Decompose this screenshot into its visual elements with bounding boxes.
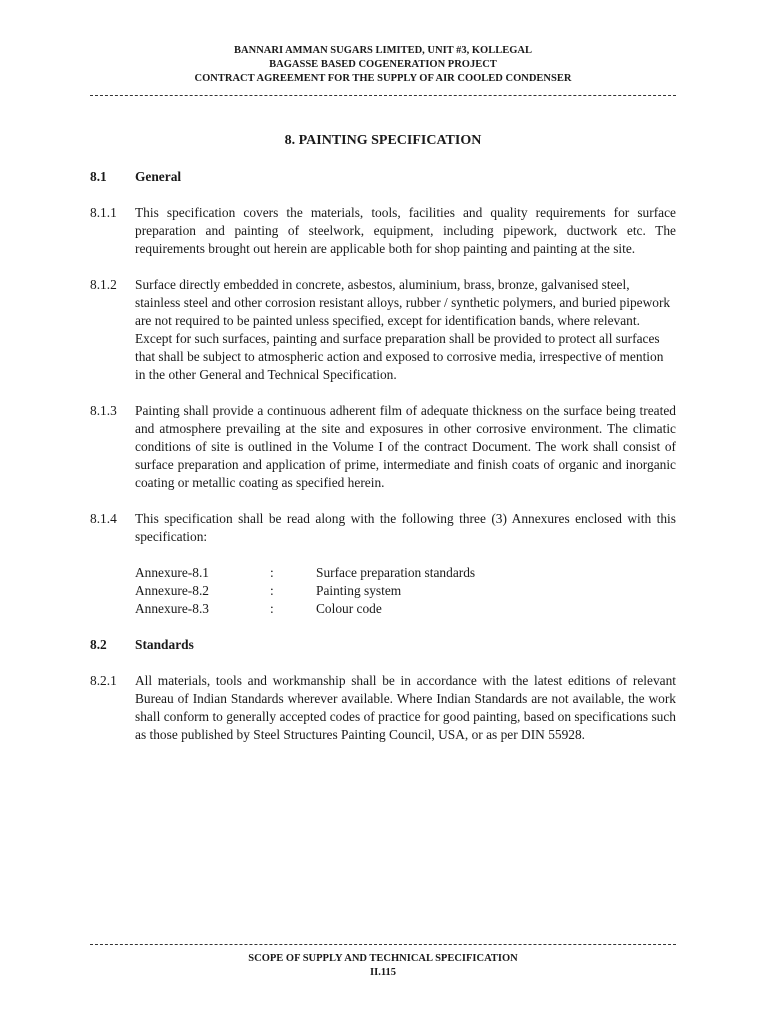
paragraph-number: 8.1.1 — [90, 205, 117, 220]
page-number: II.115 — [370, 967, 396, 978]
annexure-name: Annexure-8.3 — [135, 601, 209, 616]
section-heading-general — [90, 168, 676, 186]
annexure-description: Painting system — [316, 583, 402, 598]
paragraph-number: 8.1.4 — [90, 511, 117, 526]
annexure-description: Surface preparation standards — [316, 565, 476, 580]
annexure-name: Annexure-8.2 — [135, 583, 209, 598]
section-heading-standards — [90, 636, 676, 654]
paragraph-text: All materials, tools and workmanship shall be in accordance with the latest editions of relevant Bureau of Indian Standards wherever available. Where Indian Standards are not available, the work shall conform to generally accepted codes of practice for good painting, based on specifications such as those published by Steel Structures Painting Council, USA, or as per DIN 55928. — [135, 673, 676, 742]
footer-title: SCOPE OF SUPPLY AND TECHNICAL SPECIFICATION — [248, 953, 518, 964]
section-title: General — [135, 169, 182, 184]
annexure-separator: : — [270, 565, 274, 580]
section-number: 8.1 — [90, 169, 107, 184]
annexure-row — [135, 564, 676, 582]
section-title: Standards — [135, 637, 194, 652]
page-header — [90, 44, 676, 86]
paragraph-text: This specification shall be read along with the following three (3) Annexures enclosed with this specification: — [135, 511, 676, 544]
header-company: BANNARI AMMAN SUGARS LIMITED, UNIT #3, KOLLEGAL — [234, 45, 532, 56]
footer-divider — [90, 944, 676, 945]
paragraph-8-1-1 — [90, 204, 676, 258]
paragraph-text: Surface directly embedded in concrete, asbestos, aluminium, brass, bronze, galvanised steel, stainless steel and other corrosion resistant alloys, rubber / synthetic polymers, and buried pipework are not required to be painted unless specified, except for identification bands, where relevant. Except for such surfaces, painting and surface preparation shall be provided to protect all surfaces that shall be subject to atmospheric action and exposed to corrosive media, irrespective of mention in the other General and Technical Specification. — [135, 277, 671, 382]
paragraph-number: 8.1.3 — [90, 403, 117, 418]
paragraph-text: This specification covers the materials, tools, facilities and quality requirements for surface preparation and painting of steelwork, equipment, including pipework, ductwork etc. The requirements brought out herein are applicable both for shop painting and painting at the site. — [135, 205, 676, 256]
annexure-separator: : — [270, 601, 274, 616]
paragraph-8-1-3 — [90, 402, 676, 492]
section-number: 8.2 — [90, 637, 107, 652]
paragraph-8-1-2 — [90, 276, 676, 384]
paragraph-8-1-4 — [90, 510, 676, 546]
annexure-list — [135, 564, 676, 618]
header-divider — [90, 95, 676, 96]
paragraph-text: Painting shall provide a continuous adherent film of adequate thickness on the surface being treated and atmosphere prevailing at the site and exposures in other corrosive environment. The climatic conditions of site is outlined in the Volume I of the contract Document. The work shall consist of surface preparation and application of prime, intermediate and finish coats of organic and inorganic coating or metallic coating as specified herein. — [135, 403, 676, 490]
annexure-row — [135, 600, 676, 618]
paragraph-8-2-1 — [90, 672, 676, 744]
page-footer — [90, 952, 676, 980]
paragraph-number: 8.1.2 — [90, 277, 117, 292]
header-project: BAGASSE BASED COGENERATION PROJECT — [269, 59, 497, 70]
annexure-separator: : — [270, 583, 274, 598]
annexure-description: Colour code — [316, 601, 382, 616]
header-contract: CONTRACT AGREEMENT FOR THE SUPPLY OF AIR COOLED CONDENSER — [194, 73, 572, 84]
page-title: 8. PAINTING SPECIFICATION — [284, 133, 482, 148]
annexure-name: Annexure-8.1 — [135, 565, 209, 580]
annexure-row — [135, 582, 676, 600]
document-body — [90, 132, 676, 762]
paragraph-number: 8.2.1 — [90, 673, 117, 688]
